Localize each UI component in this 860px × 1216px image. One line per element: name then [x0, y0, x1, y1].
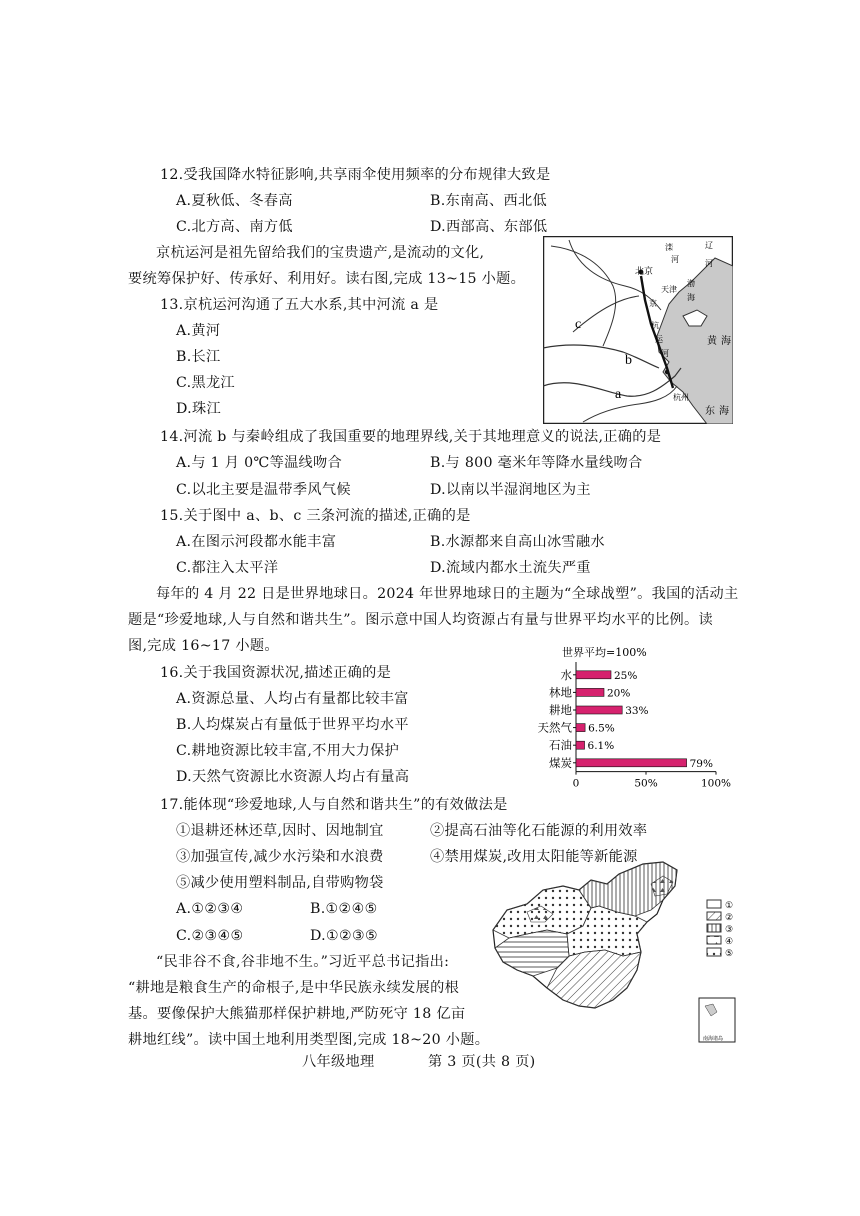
q13-stem: 13.京杭运河沟通了五大水系,其中河流 a 是 — [160, 297, 439, 313]
q15-stem: 15.关于图中 a、b、c 三条河流的描述,正确的是 — [160, 508, 471, 524]
q16-option-b: B.人均煤炭占有量低于世界平均水平 — [176, 717, 409, 733]
q16-option-d: D.天然气资源比水资源人均占有量高 — [176, 769, 410, 785]
q17-stem: 17.能体现“珍爱地球,人与自然和谐共生”的有效做法是 — [160, 797, 508, 813]
bar — [576, 688, 604, 696]
q17-item-4: ④禁用煤炭,改用太阳能等新能源 — [430, 849, 638, 865]
q12-option-b: B.东南高、西北低 — [430, 193, 547, 209]
data-label: 6.1% — [587, 740, 615, 753]
q12-option-a: A.夏秋低、冬春高 — [176, 193, 293, 209]
q17-option-b: B.①②④⑤ — [310, 901, 378, 917]
canal-map-label: 河 — [661, 349, 669, 358]
resource-ratio-chart — [528, 642, 748, 792]
river-a-label: a — [615, 387, 622, 402]
footer-subject: 八年级地理 — [302, 1054, 375, 1070]
passage3-line4: 耕地红线”。读中国土地利用类型图,完成 18~20 小题。 — [128, 1032, 490, 1048]
bar — [576, 706, 622, 714]
bar — [576, 741, 585, 749]
canal-map-label: 北京 — [635, 267, 654, 277]
q17-item-1: ①退耕还林还草,因时、因地制宜 — [176, 823, 384, 839]
passage3-line3: 基。要像保护大熊猫那样保护耕地,严防死守 18 亿亩 — [128, 1006, 466, 1022]
china-land-use-map — [487, 860, 743, 1044]
data-label: 33% — [625, 705, 649, 717]
data-label: 25% — [614, 669, 638, 682]
data-label: 6.5% — [588, 722, 615, 735]
legend-item-2: ② — [725, 913, 734, 923]
canal-map-label: 东 — [705, 406, 715, 417]
q17-option-a: A.①②③④ — [176, 901, 244, 917]
canal-map-label: 海 — [719, 406, 729, 417]
q17-option-c: C.②③④⑤ — [176, 928, 244, 944]
river-b-label: b — [625, 353, 632, 368]
bar — [576, 671, 611, 679]
canal-map-label: 河 — [671, 255, 679, 264]
q15-option-c: C.都注入太平洋 — [176, 560, 279, 576]
q15-option-a: A.在图示河段都水能丰富 — [176, 534, 337, 550]
category-label: 天然气 — [537, 720, 572, 735]
category-label: 煤炭 — [549, 755, 572, 770]
canal-map-label: 滦 — [665, 243, 673, 252]
q16-option-c: C.耕地资源比较丰富,不用大力保护 — [176, 743, 400, 759]
x-tick-label: 100% — [700, 777, 732, 790]
q15-option-d: D.流域内都水土流失严重 — [430, 560, 591, 576]
canal-map-label: 黄 — [707, 336, 717, 347]
q16-option-a: A.资源总量、人均占有量都比较丰富 — [176, 691, 409, 707]
passage2-line2: 题是“珍爱地球,人与自然和谐共生”。图示意中国人均资源占有量与世界平均水平的比例。读 — [128, 612, 713, 628]
passage3-line2: “耕地是粮食生产的命根子,是中华民族永续发展的根 — [128, 980, 460, 996]
x-tick-label: 50% — [634, 777, 658, 790]
data-label: 79% — [689, 757, 713, 770]
x-tick-label: 0 — [572, 777, 580, 790]
bar — [576, 759, 687, 767]
q13-option-b: B.长江 — [176, 349, 221, 365]
q17-item-2: ②提高石油等化石能源的利用效率 — [430, 823, 648, 839]
q14-option-a: A.与 1 月 0℃等温线吻合 — [176, 455, 343, 471]
q14-option-b: B.与 800 毫米年等降水量线吻合 — [430, 455, 643, 471]
canal-map-label: 杭州 — [673, 393, 689, 402]
q13-option-d: D.珠江 — [176, 401, 221, 417]
q17-option-d: D.①②③⑤ — [310, 928, 379, 944]
bar — [576, 724, 585, 732]
q17-item-3: ③加强宣传,减少水污染和水浪费 — [176, 849, 384, 865]
q14-option-d: D.以南以半湿润地区为主 — [430, 482, 591, 498]
category-label: 耕地 — [549, 703, 572, 717]
canal-map-label: 海 — [721, 336, 731, 347]
q15-option-b: B.水源都来自高山冰雪融水 — [430, 534, 605, 550]
category-label: 林地 — [549, 685, 572, 700]
q12-option-c: C.北方高、南方低 — [176, 219, 293, 235]
category-label: 水 — [560, 667, 572, 682]
canal-map-label: 京 — [649, 299, 657, 308]
q12-stem: 12.受我国降水特征影响,共享雨伞使用频率的分布规律大致是 — [160, 167, 551, 183]
q14-option-c: C.以北主要是温带季风气候 — [176, 482, 351, 498]
grand-canal-map — [543, 236, 733, 424]
canal-map-label: 河 — [705, 259, 713, 268]
passage3-line1: “民非谷不食,谷非地不生。”习近平总书记指出: — [156, 954, 450, 970]
canal-map-label: 渤 — [687, 279, 695, 288]
passage1-line1: 京杭运河是祖先留给我们的宝贵遗产,是流动的文化, — [156, 245, 485, 261]
q17-item-5: ⑤减少使用塑料制品,自带购物袋 — [176, 875, 384, 891]
q12-option-d: D.西部高、东部低 — [430, 219, 548, 235]
q14-stem: 14.河流 b 与秦岭组成了我国重要的地理界线,关于其地理意义的说法,正确的是 — [160, 429, 662, 445]
footer-page-number: 第 3 页(共 8 页) — [428, 1054, 536, 1070]
canal-map-label: 海 — [687, 293, 695, 302]
land-use-legend — [707, 900, 733, 959]
q16-stem: 16.关于我国资源状况,描述正确的是 — [160, 665, 392, 681]
data-label: 20% — [607, 687, 631, 700]
canal-map-label: 杭 — [651, 321, 659, 330]
q13-option-c: C.黑龙江 — [176, 375, 235, 391]
chart-title: 世界平均=100% — [562, 646, 647, 659]
category-label: 石油 — [549, 738, 572, 753]
legend-item-4: ④ — [725, 937, 734, 947]
canal-map-label: 运 — [655, 335, 663, 344]
legend-item-3: ③ — [725, 925, 734, 935]
legend-item-1: ① — [725, 901, 734, 911]
canal-map-label: 天津 — [661, 285, 677, 294]
inset-label: 南海诸岛 — [703, 1036, 724, 1042]
passage2-line1: 每年的 4 月 22 日是世界地球日。2024 年世界地球日的主题为“全球战塑”。我国的活动主 — [156, 586, 739, 602]
passage2-line3: 图,完成 16~17 小题。 — [128, 638, 279, 654]
legend-item-5: ⑤ — [725, 949, 734, 959]
canal-map-label: 辽 — [705, 241, 713, 250]
q13-option-a: A.黄河 — [176, 323, 221, 339]
river-c-label: c — [575, 317, 582, 332]
passage1-line2: 要统筹保护好、传承好、利用好。读右图,完成 13~15 小题。 — [128, 271, 526, 287]
